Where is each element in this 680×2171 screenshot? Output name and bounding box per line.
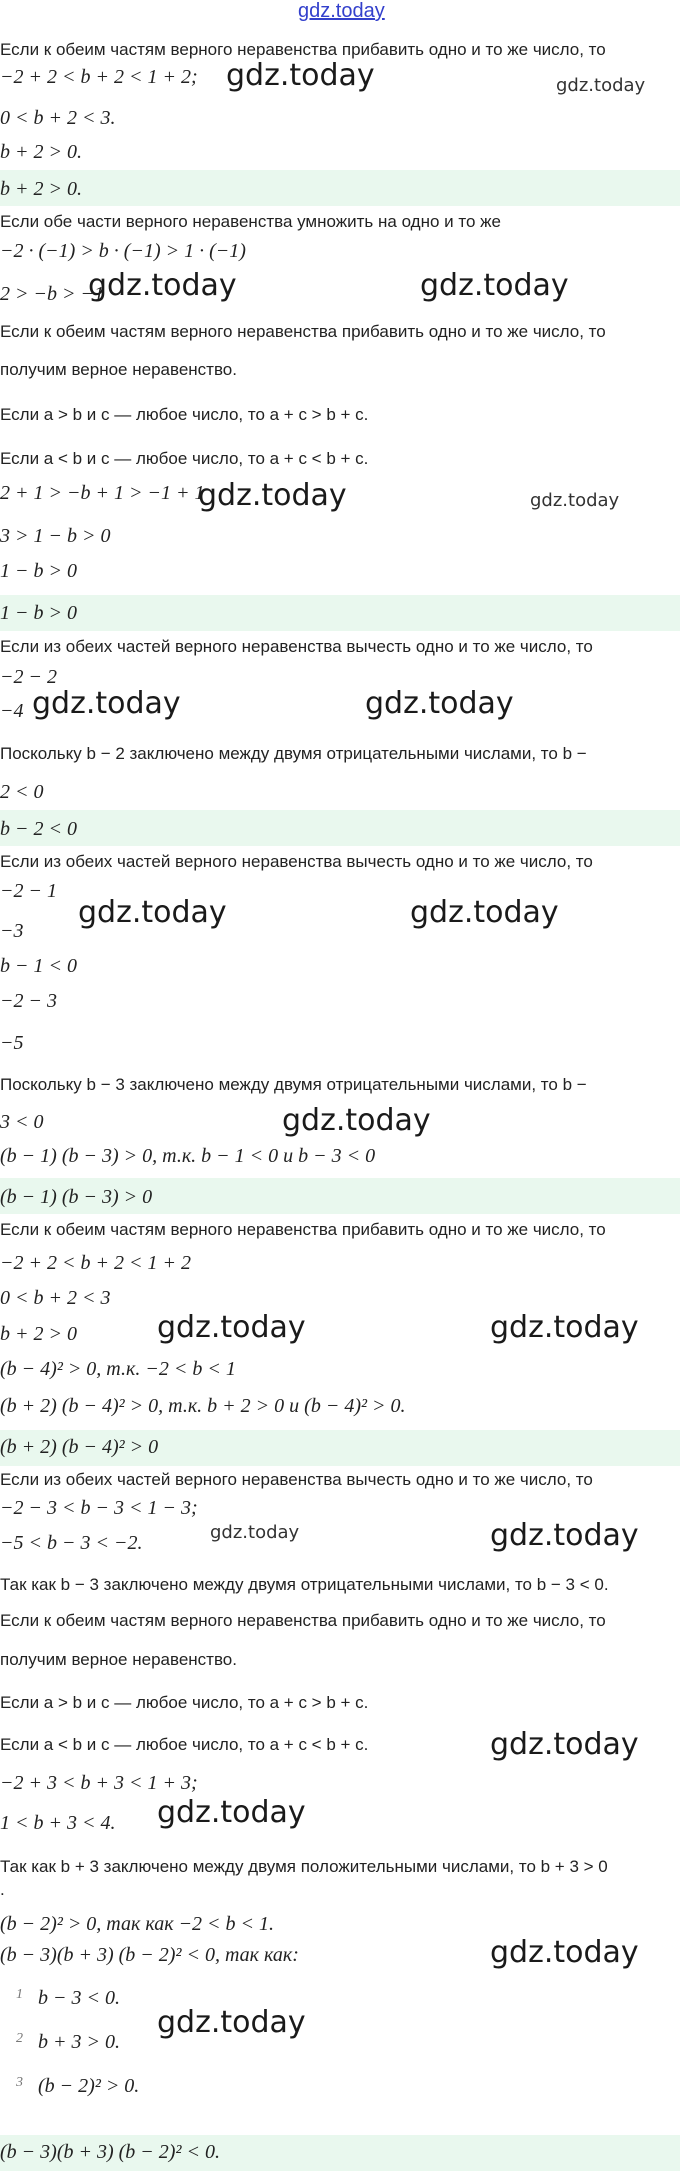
math-line: −5: [0, 1032, 24, 1054]
math-line: −5 < b − 3 < −2.: [0, 1532, 143, 1554]
math-line: 1 − b > 0: [0, 560, 77, 582]
math-line: 1 < b + 3 < 4.: [0, 1812, 116, 1834]
math-line: (b + 2) (b − 4)² > 0, т.к. b + 2 > 0 и (b − 4)² > 0.: [0, 1395, 406, 1417]
watermark: gdz.today: [282, 1103, 431, 1138]
math-line: 2 > −b > −1: [0, 283, 104, 305]
watermark: gdz.today: [490, 1518, 639, 1553]
watermark: gdz.today: [410, 895, 559, 930]
watermark: gdz.today: [198, 478, 347, 513]
paragraph-text: Если a > b и c — любое число, то a + c > b + c.: [0, 1693, 369, 1712]
result-band: [0, 810, 680, 846]
paragraph-text: Поскольку b − 3 заключено между двумя отрицательными числами, то b −: [0, 1075, 587, 1094]
paragraph-text: Поскольку b − 2 заключено между двумя отрицательными числами, то b −: [0, 744, 587, 763]
math-line: 3 > 1 − b > 0: [0, 525, 111, 547]
watermark: gdz.today: [88, 268, 237, 303]
math-line: −2 − 3 < b − 3 < 1 − 3;: [0, 1497, 198, 1519]
watermark: gdz.today: [365, 686, 514, 721]
math-line: (b + 2) (b − 4)² > 0: [0, 1436, 159, 1458]
math-line: b + 2 > 0.: [0, 141, 82, 163]
watermark: gdz.today: [32, 686, 181, 721]
math-line: 2 < 0: [0, 781, 44, 803]
paragraph-text: Так как b − 3 заключено между двумя отрицательными числами, то b − 3 < 0.: [0, 1575, 609, 1594]
watermark: gdz.today: [420, 268, 569, 303]
math-line: −2 + 2 < b + 2 < 1 + 2;: [0, 66, 198, 88]
paragraph-text: Если a < b и c — любое число, то a + c < b + c.: [0, 449, 369, 468]
watermark: gdz.today: [157, 1795, 306, 1830]
result-band: [0, 170, 680, 206]
math-line: (b − 4)² > 0, т.к. −2 < b < 1: [0, 1358, 236, 1380]
math-line: b − 2 < 0: [0, 818, 77, 840]
paragraph-text: Если из обеих частей верного неравенства вычесть одно и то же число, то: [0, 1470, 593, 1489]
math-line: 2 + 1 > −b + 1 > −1 + 1: [0, 482, 205, 504]
watermark: gdz.today: [490, 1727, 639, 1762]
watermark: gdz.today: [530, 490, 620, 511]
list-item-number: 2: [16, 2031, 23, 2046]
math-line: (b − 2)² > 0, так как −2 < b < 1.: [0, 1913, 275, 1935]
watermark: gdz.today: [226, 58, 375, 93]
watermark: gdz.today: [210, 1522, 300, 1543]
watermark: gdz.today: [157, 2005, 306, 2040]
paragraph-text: Если к обеим частям верного неравенства прибавить одно и то же число, то: [0, 40, 606, 59]
math-line: (b − 3)(b + 3) (b − 2)² < 0, так как:: [0, 1944, 299, 1966]
math-line: −2 + 3 < b + 3 < 1 + 3;: [0, 1772, 198, 1794]
watermark: gdz.today: [157, 1310, 306, 1345]
paragraph-text: получим верное неравенство.: [0, 1650, 237, 1669]
list-item-number: 1: [16, 1987, 23, 2002]
paragraph-text: Если к обеим частям верного неравенства прибавить одно и то же число, то: [0, 1611, 606, 1630]
list-item-text: b + 3 > 0.: [38, 2031, 120, 2053]
math-line: b + 2 > 0.: [0, 178, 82, 200]
math-line: (b − 1) (b − 3) > 0: [0, 1186, 153, 1208]
math-line: −2 − 1: [0, 880, 57, 902]
math-line: b − 1 < 0: [0, 955, 77, 977]
watermark: gdz.today: [490, 1310, 639, 1345]
math-line: 0 < b + 2 < 3.: [0, 107, 116, 129]
math-line: 1 − b > 0: [0, 602, 77, 624]
math-line: −2 · (−1) > b · (−1) > 1 · (−1): [0, 240, 246, 262]
math-line: −3: [0, 920, 24, 942]
list-item-number: 3: [16, 2075, 23, 2090]
math-line: b + 2 > 0: [0, 1323, 77, 1345]
paragraph-text: .: [0, 1880, 5, 1899]
list-item-text: b − 3 < 0.: [38, 1987, 120, 2009]
paragraph-text: Если к обеим частям верного неравенства прибавить одно и то же число, то: [0, 1220, 606, 1239]
paragraph-text: Если из обеих частей верного неравенства вычесть одно и то же число, то: [0, 637, 593, 656]
paragraph-text: получим верное неравенство.: [0, 360, 237, 379]
paragraph-text: Если a > b и c — любое число, то a + c > b + c.: [0, 405, 369, 424]
header-site-link[interactable]: gdz.today: [298, 0, 385, 22]
math-line: (b − 1) (b − 3) > 0, т.к. b − 1 < 0 и b − 3 < 0: [0, 1145, 376, 1167]
math-line: −2 − 2: [0, 666, 57, 688]
paragraph-text: Если обе части верного неравенства умножить на одно и то же: [0, 212, 501, 231]
math-line: −4: [0, 700, 24, 722]
math-line: 3 < 0: [0, 1111, 44, 1133]
list-item-text: (b − 2)² > 0.: [38, 2075, 140, 2097]
math-line: 0 < b + 2 < 3: [0, 1287, 111, 1309]
paragraph-text: Если a < b и c — любое число, то a + c < b + c.: [0, 1735, 369, 1754]
paragraph-text: Если из обеих частей верного неравенства вычесть одно и то же число, то: [0, 852, 593, 871]
math-line: (b − 3)(b + 3) (b − 2)² < 0.: [0, 2141, 220, 2163]
math-line: −2 − 3: [0, 990, 57, 1012]
result-band: [0, 595, 680, 631]
paragraph-text: Если к обеим частям верного неравенства прибавить одно и то же число, то: [0, 322, 606, 341]
watermark: gdz.today: [78, 895, 227, 930]
paragraph-text: Так как b + 3 заключено между двумя положительными числами, то b + 3 > 0: [0, 1857, 608, 1876]
watermark: gdz.today: [556, 75, 646, 96]
watermark: gdz.today: [490, 1935, 639, 1970]
math-line: −2 + 2 < b + 2 < 1 + 2: [0, 1252, 191, 1274]
